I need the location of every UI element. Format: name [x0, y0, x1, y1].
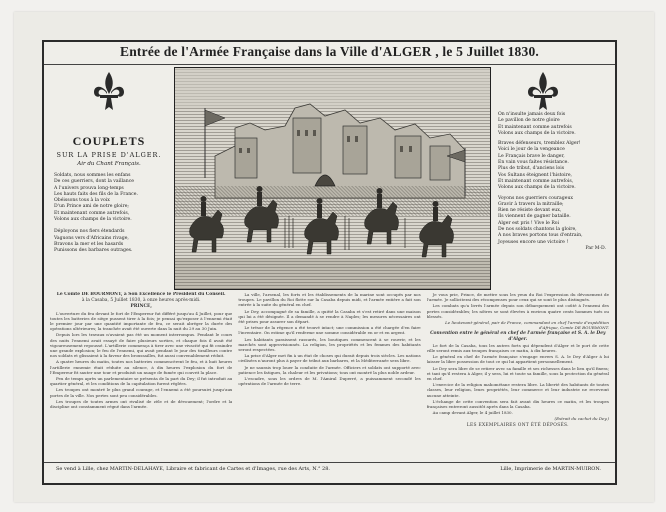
verse-line: Rien ne résiste devant eux,: [498, 208, 562, 214]
convention-article: Le fort de la Casaba, tous les autres forts qui dépendent d'Alger et le port de cette ville seront remis aux troupes françaises ce matin, à dix heures.: [426, 342, 609, 354]
report-text: [50, 292, 609, 458]
song-heading: COUPLETS: [72, 134, 146, 148]
print-title: Entrée de l'Armée Française dans la Ville d'ALGER , le 5 Juillet 1830.: [120, 44, 539, 59]
report-salutation: PRINCE,: [130, 304, 152, 310]
convention-date: Au camp devant Alger, le 4 juillet 1830.: [432, 410, 513, 416]
verse-line: Et maintenant comme autrefois: [498, 124, 572, 130]
report-paragraph: La ville, l'arsenal, les forts et les établissements de la marine sont occupés par nos troupes. Le pavillon du Roi flotte sur la Casaba depuis midi, et l'armée entière a fait son entrée à la suite du général en chef.: [238, 292, 421, 308]
report-lead: Le Comte DE BOURMONT, à Son Excellence le Président du Conseil.: [56, 292, 226, 297]
verse-line: Vos Sultans éteignent l'histoire,: [498, 172, 573, 178]
title-rule: [44, 64, 615, 65]
report-paragraph: Les combats qu'a livrés l'armée depuis son débarquement ont coûté à l'ennemi des pertes considérables; les nôtres se sont élevées à environ quatre cents hommes tués ou blessés.: [426, 303, 609, 319]
deposit-notice: LES EXEMPLAIRES ONT ÉTÉ DÉPOSÉS.: [466, 422, 569, 428]
song-signature: Par M-D.: [585, 245, 606, 251]
engraving-illustration: [174, 67, 491, 290]
verse-line: A l'univers prouva long-temps: [54, 185, 124, 191]
report-paragraph: Depuis lors les travaux n'avaient pas été un moment interrompus. Pendant le cours des nuits l'ennemi avait essayé de faire plusieurs sorties, et chaque fois il avait été vigoureusement repoussé. L'artillerie commença à tirer avec une vivacité qui fit craindre une grande explosion; le feu de l'ennemi, qui avait pendant le jour des tirailleurs contre nos soldats et glissaient à la faveur des broussailles, fut aussi convenablement réduit.: [50, 332, 233, 359]
convention-article: L'échange de cette convention sera fait avant dix heures ce matin, et les troupes françaises entreront aussitôt après dans la Casaba.: [426, 398, 609, 410]
verse-line: Déployons nos fiers étendards: [54, 229, 125, 235]
report-paragraph: Peu de temps après un parlementaire se présenta de la part du Dey; il fut introduit au quartier général, et les conditions de la capitulation furent réglées.: [50, 376, 233, 387]
verse-line: Et maintenant comme autrefois,: [54, 210, 130, 216]
report-column-3: [427, 292, 609, 458]
verse-line: Volons aux champs de la victoire.: [498, 130, 576, 136]
report-paragraph: La prise d'Alger met fin à un état de choses qui durait depuis trois siècles. Les nations civilisées n'auront plus à payer de tribut aux barbares, et la Méditerranée sera libre.: [238, 353, 421, 364]
verse-line: Volons aux champs de la victoire.: [498, 185, 576, 191]
song-right-column: [496, 72, 610, 284]
verse-line: Soldats, nous sommes les enfans: [54, 173, 131, 178]
verse-line: D'un Prince ami de notre gloire;: [54, 204, 129, 210]
convention-seal-note: (Extrait du cachet du Dey.): [554, 416, 609, 422]
verse-line: Voyons nos guerriers courageux: [498, 195, 573, 201]
verse-line: Punissons des barbares outrages.: [54, 248, 133, 254]
report-date: à la Casaba, 5 Juillet 1830, à onze heures après-midi.: [81, 298, 201, 304]
verse-line: Vaguons vers d'Africains rivage,: [54, 235, 129, 241]
report-paragraph: Les habitants paraissent rassurés, les boutiques commencent à se rouvrir, et les marchés sont approvisionnés. La religion, les propriétés et les femmes des habitants seront respectées.: [238, 336, 421, 353]
entry-of-army-engraving: [175, 68, 490, 289]
verse-line: Le Français brave le danger,: [498, 153, 565, 159]
verse-line: A nos braves portons tous d'entrain,: [498, 233, 583, 239]
song-verse-3: [496, 112, 610, 137]
verse-line: On n'insulte jamais deux fois: [498, 112, 566, 117]
song-verse-4: [496, 141, 610, 191]
report-paragraph: Je ne saurais trop louer la conduite de l'armée. Officiers et soldats ont supporté avec patience les fatigues, la chaleur et les privations; tous ont montré la plus noble ardeur.: [238, 364, 421, 375]
verse-line: Ils viennent de gagner bataille.: [498, 214, 571, 220]
convention-article: Le général en chef de l'armée française s'engage envers S. A. le Dey d'Alger à lui laisser la libre possession de tout ce qui lui appartient personnellement.: [426, 354, 609, 365]
verse-line: De ces guerriers, dont la vaillance: [54, 179, 135, 185]
verse-line: Volons aux champs de la victoire.: [54, 217, 132, 223]
report-paragraph: Les troupes ont montré le plus grand courage, et l'ennemi a été poursuivi jusqu'aux portes de la ville. Nos pertes sont peu considérables.: [50, 387, 233, 398]
verse-line: Alger est pris ! Vive le Roi: [498, 220, 560, 226]
report-paragraph: Je vous prie, Prince, de mettre sous les yeux du Roi l'expression du dévouement de l'armée. Je solliciterai des récompenses pour ceux qui se sont le plus distingués.: [426, 292, 609, 303]
report-signature: Le lieutenant-général, pair de France, commandant en chef l'armée d'expédition d'Afrique, Comte DE BOURMONT.: [445, 320, 609, 331]
verse-line: Joyeuses encore une victoire !: [498, 239, 569, 245]
print-frame: [42, 40, 617, 485]
verse-line: Braves défenseurs, tremblez Alger!: [498, 141, 581, 147]
verse-line: Gravir à travers la mitraille;: [498, 201, 564, 207]
convention-heading: Convention entre le général en chef de l'armée française et S. A. le Dey d'Alger.: [430, 331, 606, 342]
song-subheading: SUR LA PRISE D'ALGER.: [56, 151, 162, 159]
report-paragraph: Le Dey, accompagné de sa famille, a quitté la Casaba et s'est retiré dans une maison qui lui a été désignée. Il a demandé à se rendre à Naples; les mesures nécessaires ont été prises pour assurer son départ.: [238, 308, 421, 325]
song-verse-5: [496, 196, 610, 253]
verse-line: Les hauts faits des fils de la France.: [54, 191, 138, 197]
song-verse-2: [50, 229, 168, 254]
report-paragraph: A quatre heures du matin, toutes nos batteries commencèrent le feu, et à huit heures l'artillerie ennemie était réduite au silence, à dix heures l'explosion du fort de l'Empereur fit sauter une tour et produisit un nuage de fumée qui couvrit la place.: [50, 359, 233, 375]
verse-line: En vain vous faites résistance.: [498, 160, 569, 166]
report-paragraph: Les troupes de toutes armes ont rivalisé de zèle et de dévouement; l'ordre et la discipline ont constamment régné dans l'armée.: [50, 398, 233, 410]
footer-rule: [44, 462, 615, 463]
report-paragraph: L'ouverture du feu devant le fort de l'Empereur fut différé jusqu'au 4 Juillet, pour que toutes les batteries de siège pussent tirer à la fois; je pensai qu'exposer à l'ennemi était le premier jour par une quantité importante de feu, ce serait abréger la durée des opérations ultérieures; la tranchée avait été ouverte dans la nuit du 29 au 30 Juin.: [50, 310, 233, 332]
verse-line: Plus de tribut, d'anciens lois: [498, 166, 565, 172]
verse-line: Voici le jour de la vengeance: [498, 147, 565, 153]
song-verse-1: [50, 173, 168, 223]
report-paragraph: Le trésor de la régence a été trouvé intact; une commission a été chargée d'en faire l'inventaire. On estime qu'il renferme une somme considérable en or et en argent.: [238, 325, 421, 336]
convention-article: L'exercice de la religion mahométane restera libre. La liberté des habitants de toutes classes, leur religion, leurs propriétés, leur commerce et leur industrie ne recevront aucune atteinte.: [426, 382, 609, 398]
verse-line: Le pavillon de notre gloire: [498, 118, 560, 124]
report-column-1: [50, 292, 232, 458]
printer-imprint: Lille, Imprimerie de MARTIN-MUIRON.: [500, 466, 601, 472]
verse-line: Et maintenant comme autrefois,: [498, 178, 574, 184]
verse-line: De nos soldats chantons la gloire,: [498, 227, 577, 233]
verse-line: Obéissons tous à la voix: [54, 198, 110, 204]
publisher-imprint: Se vend à Lille, chez MARTIN-DELAHAYE, Libraire et fabricant de Cartes et d'Images, rue des Arts, N.° 28.: [56, 466, 330, 472]
song-left-column: [50, 72, 168, 284]
report-paragraph: L'escadre, sous les ordres de M. l'Amiral Duperré, a puissamment secondé les opérations de l'armée de terre.: [238, 376, 421, 387]
verse-line: Bravons la mer et les hasards: [54, 241, 124, 247]
song-air: Air du Chant Français.: [77, 161, 141, 167]
convention-article: Le Dey sera libre de se retirer avec sa famille et ses richesses dans le lieu qu'il fixera; et tant qu'il restera à Alger, il y sera, lui et toute sa famille, sous la protection du général en chef.: [426, 365, 609, 382]
report-column-2: [238, 292, 420, 458]
